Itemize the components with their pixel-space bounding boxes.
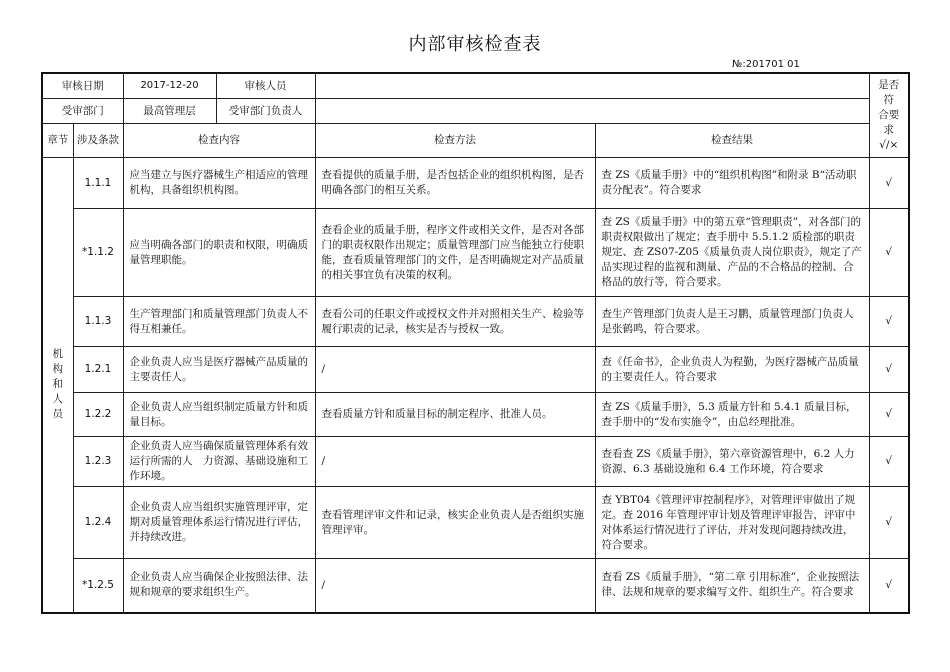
meta-row-dept: [42, 99, 909, 124]
chapter-name: 机构和人员: [52, 348, 63, 421]
audit-checklist-table: [41, 72, 910, 614]
col-clause: 涉及条款: [73, 124, 123, 158]
method-cell: /: [315, 559, 595, 613]
method-cell: 查看公司的任职文件或授权文件并对照相关生产、检验等履行职责的记录，核实是否与授权一致。: [315, 297, 595, 347]
method-cell: /: [315, 437, 595, 487]
clause-cell: 1.2.4: [73, 487, 123, 559]
content-cell: 应当明确各部门的职责和权限，明确质量管理职能。: [123, 209, 315, 297]
conform-cell: √: [869, 393, 909, 437]
conform-label-2: 合要求: [878, 109, 900, 136]
method-cell: 查看质量方针和质量目标的制定程序、批准人员。: [315, 393, 595, 437]
result-cell: 查生产管理部门负责人是王习鹏，质量管理部门负责人是张鹤鸣，符合要求。: [595, 297, 869, 347]
dept-label: 受审部门: [42, 99, 123, 124]
dept-head-label: 受审部门负责人: [228, 104, 303, 117]
table-row: [42, 209, 909, 297]
clause-cell: 1.1.3: [73, 297, 123, 347]
method-cell: 查看企业的质量手册，程序文件或相关文件，是否对各部门的职责权限作出规定；质量管理部门应当能独立行使职能，查看质量管理部门的文件，是否明确规定对产品质量的相关事宜负有决策的权利。: [315, 209, 595, 297]
content-cell: 企业负责人应当组织实施管理评审，定期对质量管理体系运行情况进行评估，并持续改进。: [123, 487, 315, 559]
content-cell: 企业负责人应当是医疗器械产品质量的主要责任人。: [123, 347, 315, 393]
content-cell: 应当建立与医疗器械生产相适应的管理机构，具备组织机构图。: [123, 158, 315, 209]
conform-label-1: 是否符: [878, 79, 900, 106]
clause-cell: 1.2.2: [73, 393, 123, 437]
result-cell: 查看 ZS《质量手册》，“第二章 引用标准”，企业按照法律、法规和规章的要求编写文件、组织生产。符合要求: [595, 559, 869, 613]
audit-date-value: 2017-12-20: [124, 74, 217, 98]
result-cell: 查 ZS《质量手册》中的第五章“管理职责”，对各部门的职责权限做出了规定；查手册中 5.5.1.2 质检部的职责规定、查 ZS07-Z05《质量负责人岗位职责》，规定了产品实现过程的监视和测量、产品的不合格品的控制、合格品的放行等，符合要求。: [595, 209, 869, 297]
result-cell: 查 ZS《质量手册》中的“组织机构图”和附录 B“活动职责分配表”。符合要求: [595, 158, 869, 209]
table-row: [42, 158, 909, 209]
content-cell: 企业负责人应当确保质量管理体系有效运行所需的人 力资源、基础设施和工作环境。: [123, 437, 315, 487]
auditor-label: 审核人员: [244, 79, 287, 92]
method-cell: 查看管理评审文件和记录，核实企业负责人是否组织实施管理评审。: [315, 487, 595, 559]
audit-date-label: 审核日期: [42, 73, 123, 99]
table-row: [42, 559, 909, 613]
column-header-row: [42, 124, 909, 158]
method-cell: /: [315, 347, 595, 393]
col-chapter: 章节: [42, 124, 73, 158]
result-cell: 查《任命书》，企业负责人为程勤，为医疗器械产品质量的主要责任人。符合要求: [595, 347, 869, 393]
col-method: 检查方法: [315, 124, 595, 158]
conform-cell: √: [869, 559, 909, 613]
auditor-value: [315, 73, 869, 99]
table-row: [42, 437, 909, 487]
clause-cell: 1.1.1: [73, 158, 123, 209]
conform-cell: √: [869, 487, 909, 559]
dept-head-value: [315, 99, 869, 124]
conform-cell: √: [869, 437, 909, 487]
result-cell: 查 ZS《质量手册》，5.3 质量方针和 5.4.1 质量目标，查手册中的“发布实施令”，由总经理批准。: [595, 393, 869, 437]
conformance-header: [869, 73, 909, 158]
conform-cell: √: [869, 209, 909, 297]
conform-cell: √: [869, 347, 909, 393]
clause-cell: *1.1.2: [73, 209, 123, 297]
document-title: 内部审核检查表: [408, 34, 542, 55]
table-row: [42, 487, 909, 559]
method-cell: 查看提供的质量手册，是否包括企业的组织机构图，是否明确各部门的相互关系。: [315, 158, 595, 209]
clause-cell: *1.2.5: [73, 559, 123, 613]
col-content: 检查内容: [123, 124, 315, 158]
clause-cell: 1.2.3: [73, 437, 123, 487]
content-cell: 企业负责人应当确保企业按照法律、法规和规章的要求组织生产。: [123, 559, 315, 613]
table-row: [42, 347, 909, 393]
conform-cell: √: [869, 158, 909, 209]
col-result: 检查结果: [595, 124, 869, 158]
meta-row-date: [42, 73, 909, 99]
content-cell: 企业负责人应当组织制定质量方针和质量目标。: [123, 393, 315, 437]
document-number: №:201701 01: [732, 59, 800, 70]
conform-cell: √: [869, 297, 909, 347]
dept-value: 最高管理层: [124, 99, 217, 123]
table-row: [42, 297, 909, 347]
conform-label-3: √/×: [879, 139, 899, 151]
table-row: [42, 393, 909, 437]
content-cell: 生产管理部门和质量管理部门负责人不得互相兼任。: [123, 297, 315, 347]
result-cell: 查看查 ZS《质量手册》，第六章资源管理中，6.2 人力资源、6.3 基础设施和 6.4 工作环境，符合要求: [595, 437, 869, 487]
result-cell: 查 YBT04《管理评审控制程序》，对管理评审做出了规定。查 2016 年管理评审计划及管理评审报告，评审中对体系运行情况进行了评估，并对发现问题持续改进，符合要求。: [595, 487, 869, 559]
clause-cell: 1.2.1: [73, 347, 123, 393]
